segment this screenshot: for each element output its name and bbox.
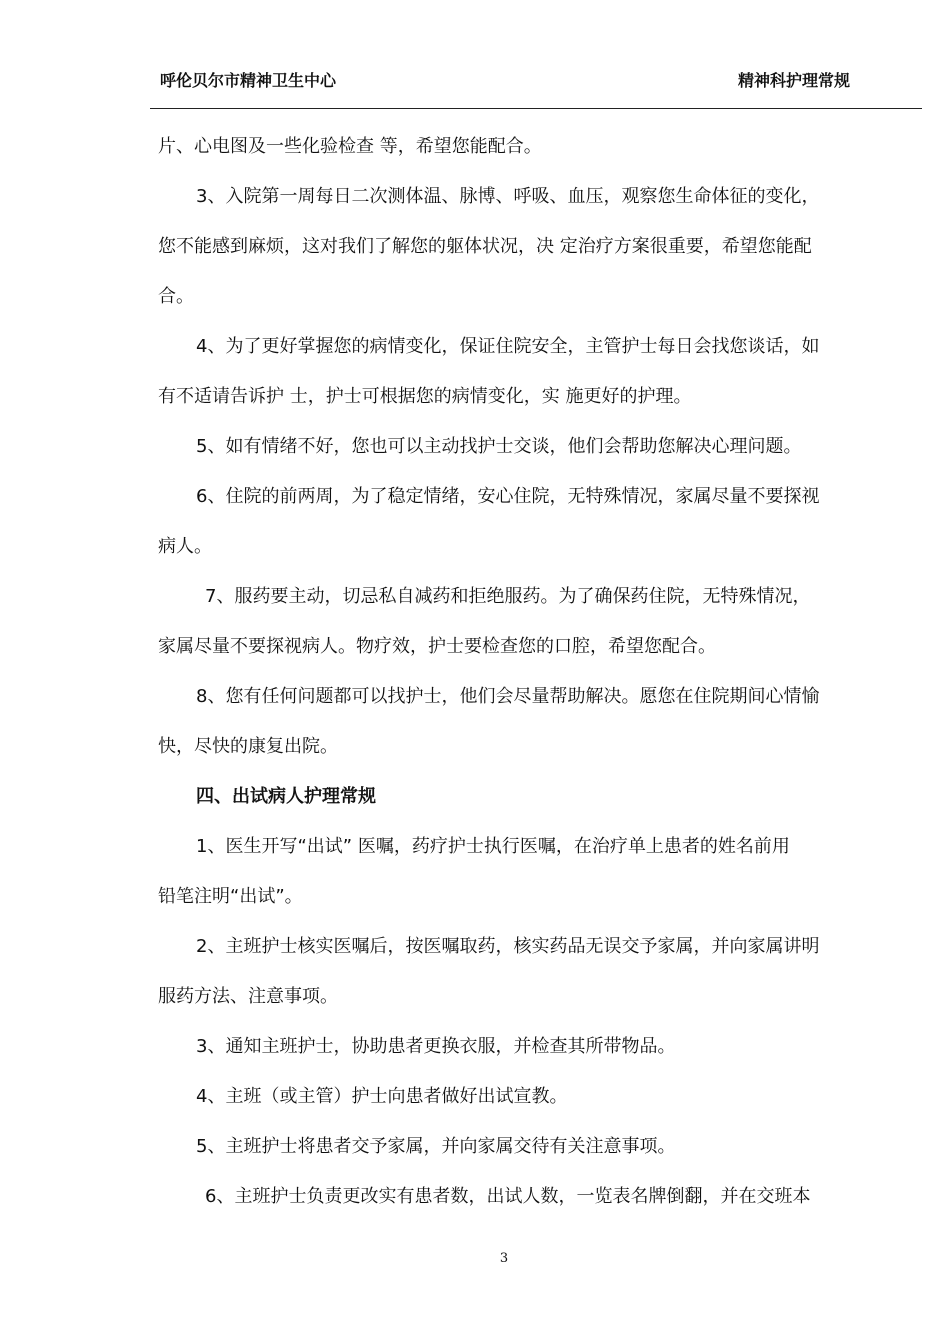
body-line: 8、您有任何问题都可以找护士，他们会尽量帮助解决。愿您在住院期间心情愉 xyxy=(196,686,820,707)
section-heading: 四、出试病人护理常规 xyxy=(196,786,376,807)
body-line: 片、心电图及一些化验检查 等，希望您能配合。 xyxy=(158,136,542,157)
body-line: 家属尽量不要探视病人。物疗效，护士要检查您的口腔，希望您配合。 xyxy=(158,636,716,657)
header-document-title: 精神科护理常规 xyxy=(737,71,850,90)
body-line: 4、为了更好掌握您的病情变化，保证住院安全，主管护士每日会找您谈话，如 xyxy=(196,336,820,357)
header-divider xyxy=(150,108,922,109)
body-line: 合。 xyxy=(158,286,194,307)
page-header xyxy=(160,68,850,94)
body-line: 2、主班护士核实医嘱后，按医嘱取药，核实药品无误交予家属，并向家属讲明 xyxy=(196,936,820,957)
body-line: 病人。 xyxy=(158,536,212,557)
page-number: 3 xyxy=(499,1251,509,1266)
body-line: 3、入院第一周每日二次测体温、脉博、呼吸、血压，观察您生命体征的变化， xyxy=(196,186,820,207)
body-line: 服药方法、注意事项。 xyxy=(158,986,338,1007)
body-line: 4、主班（或主管）护士向患者做好出试宣教。 xyxy=(196,1086,568,1107)
body-line: 7、服药要主动，切忌私自减药和拒绝服药。为了确保药住院，无特殊情况， xyxy=(205,586,811,607)
body-line: 5、主班护士将患者交予家属，并向家属交待有关注意事项。 xyxy=(196,1136,676,1157)
body-line: 1、医生开写“出试” 医嘱，药疗护士执行医嘱，在治疗单上患者的姓名前用 xyxy=(196,836,790,857)
body-line: 5、如有情绪不好，您也可以主动找护士交谈，他们会帮助您解决心理问题。 xyxy=(196,436,802,457)
body-line: 有不适请告诉护 士，护士可根据您的病情变化，实 施更好的护理。 xyxy=(158,386,692,407)
header-institution-name: 呼伦贝尔市精神卫生中心 xyxy=(160,71,337,90)
body-line: 6、住院的前两周，为了稳定情绪，安心住院，无特殊情况，家属尽量不要探视 xyxy=(196,486,820,507)
body-line: 3、通知主班护士，协助患者更换衣服，并检查其所带物品。 xyxy=(196,1036,676,1057)
body-line: 快，尽快的康复出院。 xyxy=(158,736,338,757)
body-line: 铅笔注明“出试”。 xyxy=(158,886,303,907)
body-line: 您不能感到麻烦，这对我们了解您的躯体状况，决 定治疗方案很重要，希望您能配 xyxy=(158,236,812,257)
body-line: 6、主班护士负责更改实有患者数，出试人数，一览表名牌倒翻，并在交班本 xyxy=(205,1186,811,1207)
